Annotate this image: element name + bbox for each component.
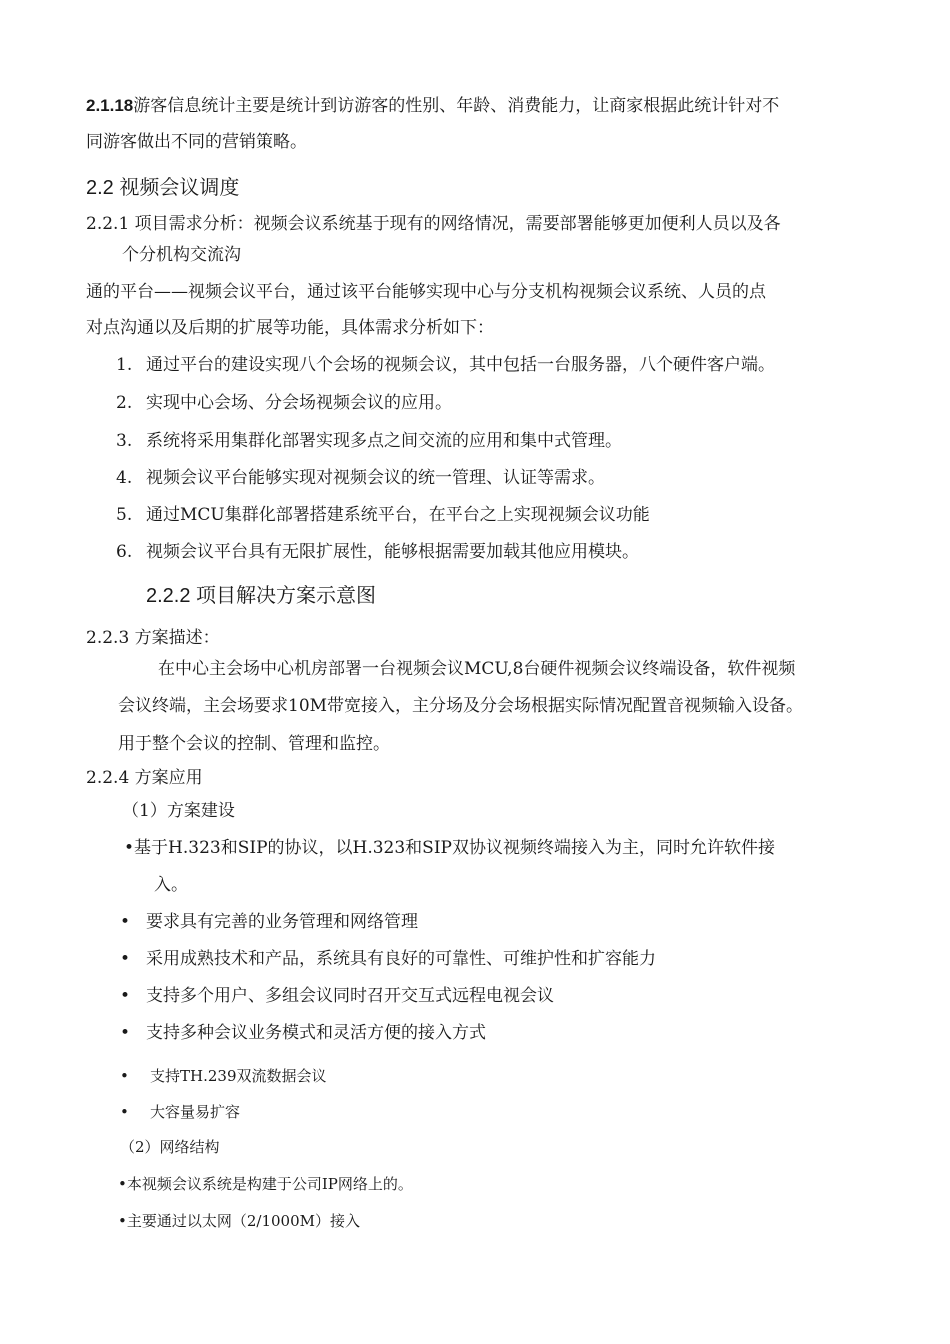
subheading-plan-construction: （1）方案建设 bbox=[122, 801, 235, 821]
bullet-item-protocol-line-1: •基于H.323和SIP的协议，以H.323和SIP双协议视频终端接入为主，同时允许软件接 bbox=[124, 838, 775, 858]
bullet-item bbox=[120, 947, 656, 971]
para-2-1-18-line-1 bbox=[86, 94, 779, 118]
heading-2-2-4: 2.2.4 方案应用 bbox=[86, 768, 203, 788]
para-2-2-3-line-1: 在中心主会场中心机房部署一台视频会议MCU,8台硬件视频会议终端设备，软件视频 bbox=[158, 659, 796, 679]
bullet-mark: • bbox=[120, 986, 131, 1006]
bullet-text: 支持多种会议业务模式和灵活方便的接入方式 bbox=[146, 1023, 486, 1043]
subheading-network-structure: （2）网络结构 bbox=[120, 1138, 220, 1156]
bullet-text: 支持TH.239双流数据会议 bbox=[150, 1067, 327, 1085]
list-text: 视频会议平台能够实现对视频会议的统一管理、认证等需求。 bbox=[146, 468, 605, 488]
bullet-item bbox=[120, 1021, 486, 1045]
list-text: 视频会议平台具有无限扩展性，能够根据需要加载其他应用模块。 bbox=[146, 542, 639, 562]
bullet-item bbox=[120, 910, 418, 934]
list-item bbox=[116, 429, 622, 453]
list-item bbox=[116, 391, 452, 415]
bullet-mark: • bbox=[120, 1103, 129, 1121]
list-text: 通过平台的建设实现八个会场的视频会议，其中包括一台服务器，八个硬件客户端。 bbox=[146, 355, 775, 375]
para-2-2-1-line-3: 通的平台——视频会议平台，通过该平台能够实现中心与分支机构视频会议系统、人员的点 bbox=[86, 282, 766, 302]
list-number: 6. bbox=[116, 542, 133, 562]
bullet-item bbox=[120, 1101, 240, 1123]
para-2-1-18-line-2: 同游客做出不同的营销策略。 bbox=[86, 132, 307, 152]
bullet-item-protocol-line-2: 入。 bbox=[154, 875, 188, 895]
bullet-text: 大容量易扩容 bbox=[150, 1103, 241, 1121]
list-number: 2. bbox=[116, 393, 133, 413]
bullet-item bbox=[120, 1065, 327, 1087]
bullet-mark: • bbox=[120, 1067, 129, 1085]
heading-2-2-2: 2.2.2 项目解决方案示意图 bbox=[146, 585, 377, 607]
para-2-2-3-line-2: 会议终端，主会场要求10M带宽接入，主分场及分会场根据实际情况配置音视频输入设备。 bbox=[118, 696, 804, 716]
bullet-mark: • bbox=[120, 949, 131, 969]
list-item bbox=[116, 503, 650, 527]
list-text: 系统将采用集群化部署实现多点之间交流的应用和集中式管理。 bbox=[146, 431, 622, 451]
heading-2-2: 2.2 视频会议调度 bbox=[86, 177, 240, 199]
network-bullet-1: •本视频会议系统是构建于公司IP网络上的。 bbox=[118, 1175, 413, 1193]
para-2-2-1-line-1: 2.2.1 项目需求分析：视频会议系统基于现有的网络情况，需要部署能够更加便利人员以及各 bbox=[86, 214, 781, 234]
bullet-text: 要求具有完善的业务管理和网络管理 bbox=[146, 912, 418, 932]
bullet-text: 采用成熟技术和产品，系统具有良好的可靠性、可维护性和扩容能力 bbox=[146, 949, 656, 969]
list-text: 通过MCU集群化部署搭建系统平台，在平台之上实现视频会议功能 bbox=[146, 505, 650, 525]
bullet-mark: • bbox=[120, 1023, 131, 1043]
network-bullet-2: •主要通过以太网（2/1000M）接入 bbox=[118, 1212, 360, 1230]
list-item bbox=[116, 466, 605, 490]
list-number: 4. bbox=[116, 468, 133, 488]
list-text: 实现中心会场、分会场视频会议的应用。 bbox=[146, 393, 452, 413]
para-2-2-1-line-2: 个分机构交流沟 bbox=[122, 245, 241, 265]
bullet-text: 支持多个用户、多组会议同时召开交互式远程电视会议 bbox=[146, 986, 554, 1006]
heading-2-2-3: 2.2.3 方案描述： bbox=[86, 628, 220, 648]
para-2-2-1-line-4: 对点沟通以及后期的扩展等功能，具体需求分析如下： bbox=[86, 318, 494, 338]
list-number: 3. bbox=[116, 431, 133, 451]
section-number: 2.1.18 bbox=[86, 96, 134, 115]
list-item bbox=[116, 540, 639, 564]
list-number: 5. bbox=[116, 505, 133, 525]
para-text: 游客信息统计主要是统计到访游客的性别、年龄、消费能力，让商家根据此统计针对不 bbox=[133, 96, 780, 116]
bullet-item bbox=[120, 984, 554, 1008]
list-number: 1. bbox=[116, 355, 133, 375]
para-2-2-3-line-3: 用于整个会议的控制、管理和监控。 bbox=[118, 734, 390, 754]
bullet-mark: • bbox=[120, 912, 131, 932]
list-item bbox=[116, 353, 775, 377]
